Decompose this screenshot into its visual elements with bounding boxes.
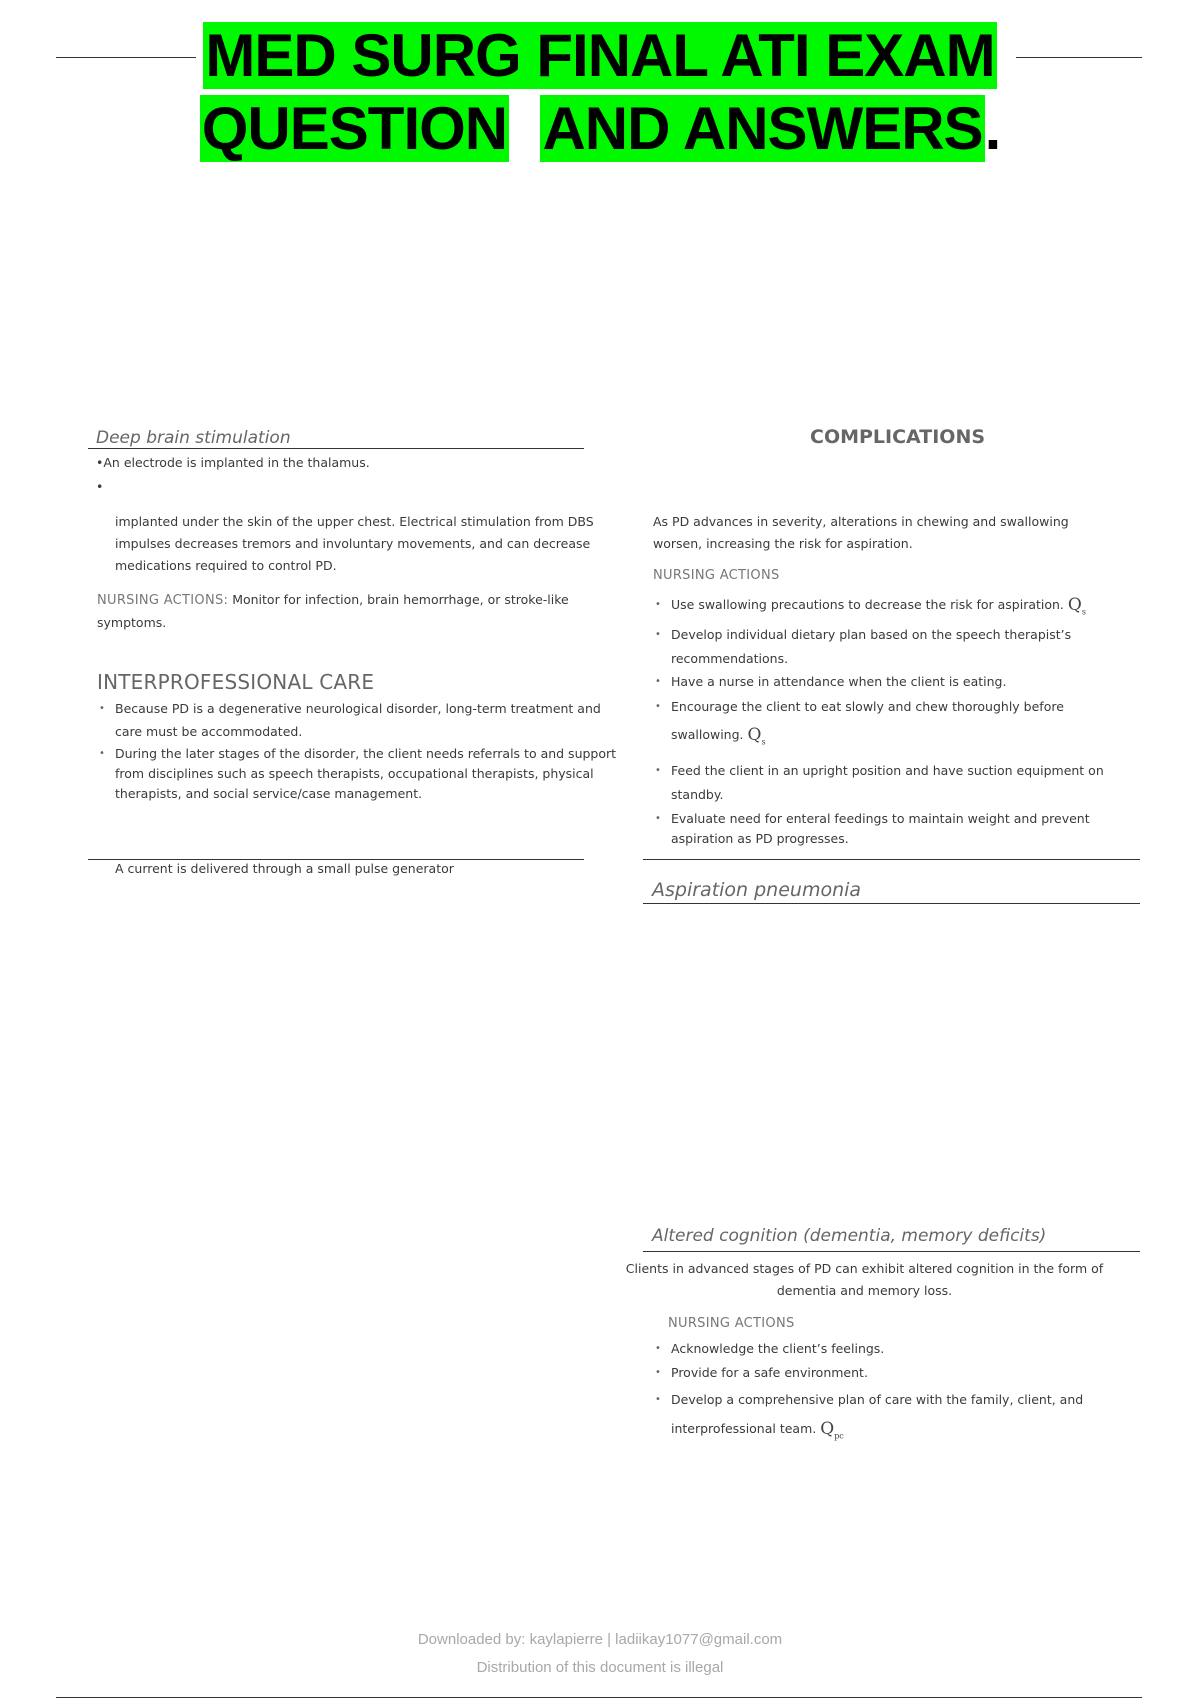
list-item: • Because PD is a degenerative neurological disorder, long-term treatment and care must be accommodated. [97,697,617,743]
list-item: • Feed the client in an upright position and have suction equipment on standby. [653,759,1123,807]
complications-heading: COMPLICATIONS [810,426,986,448]
dbs-bullet-1: •An electrode is implanted in the thalamus. [96,455,370,470]
dbs-nursing-actions: NURSING ACTIONS: Monitor for infection, brain hemorrhage, or stroke-like symptoms. [97,592,569,630]
list-item: • Acknowledge the client’s feelings. [653,1337,1123,1361]
complications-nursing-list [653,594,1123,849]
list-item: • Evaluate need for enteral feedings to maintain weight and prevent aspiration as PD progresses. [653,809,1123,849]
footer-distribution: Distribution of this document is illegal [476,1659,724,1676]
qsen-icon: $Q_s$ [1067,595,1086,617]
title-line-2: QUESTION AND ANSWERS. [201,95,1001,162]
title-line-1 [0,21,1200,91]
list-item: • Develop individual dietary plan based on the speech therapist’s recommendations. [653,623,1123,671]
complications-nursing-label: NURSING ACTIONS [653,568,780,583]
cognition-nursing-label: NURSING ACTIONS [668,1316,795,1331]
right-rule-1 [643,859,1140,860]
list-item: • Encourage the client to eat slowly and chew thoroughly before swallowing. $Q_s$ [653,693,1123,756]
page-title: MED SURG FINAL ATI EXAM [205,22,995,89]
list-item: • Use swallowing precautions to decrease the risk for aspiration. $Q_s$ [653,594,1123,623]
interprof-heading: INTERPROFESSIONAL CARE [97,670,375,694]
interprof-list [97,697,617,804]
dbs-heading-rule [88,448,584,449]
cognition-nursing-list [653,1337,1123,1450]
cognition-heading-rule [643,1251,1140,1252]
current-text: A current is delivered through a small pulse generator [115,861,454,876]
right-rule-2 [643,903,1140,904]
list-item: • During the later stages of the disorder, the client needs referrals to and support from disciplines such as speech therapists, occupational therapists, physical therapists, and social service/case management. [97,744,617,804]
list-item: • Provide for a safe environment. [653,1361,1123,1385]
footer-downloaded: Downloaded by: kaylapierre | ladiikay1077@gmail.com [417,1631,783,1648]
footer-rule [56,1697,1142,1698]
list-item: • Develop a comprehensive plan of care with the family, client, and interprofessional team. $Q_{pc}$ [653,1385,1123,1450]
aspiration-heading: Aspiration pneumonia [652,879,862,901]
qsen-icon: $Q_{pc}$ [820,1419,844,1441]
cognition-heading: Altered cognition (dementia, memory deficits) [652,1226,1047,1246]
complications-intro: As PD advances in severity, alterations in chewing and swallowing worsen, increasing the risk for aspiration. [653,514,1069,551]
qsen-icon: $Q_s$ [747,725,766,747]
dbs-heading: Deep brain stimulation [96,428,291,448]
cognition-intro: Clients in advanced stages of PD can exhibit altered cognition in the form of dementia and memory loss. [625,1261,1104,1298]
dbs-bullet-2: • [96,479,104,494]
list-item: • Have a nurse in attendance when the client is eating. [653,671,1123,693]
dbs-paragraph: implanted under the skin of the upper chest. Electrical stimulation from DBS impulses decreases tremors and involuntary movements, and can decrease medications required to control PD. [115,514,594,573]
